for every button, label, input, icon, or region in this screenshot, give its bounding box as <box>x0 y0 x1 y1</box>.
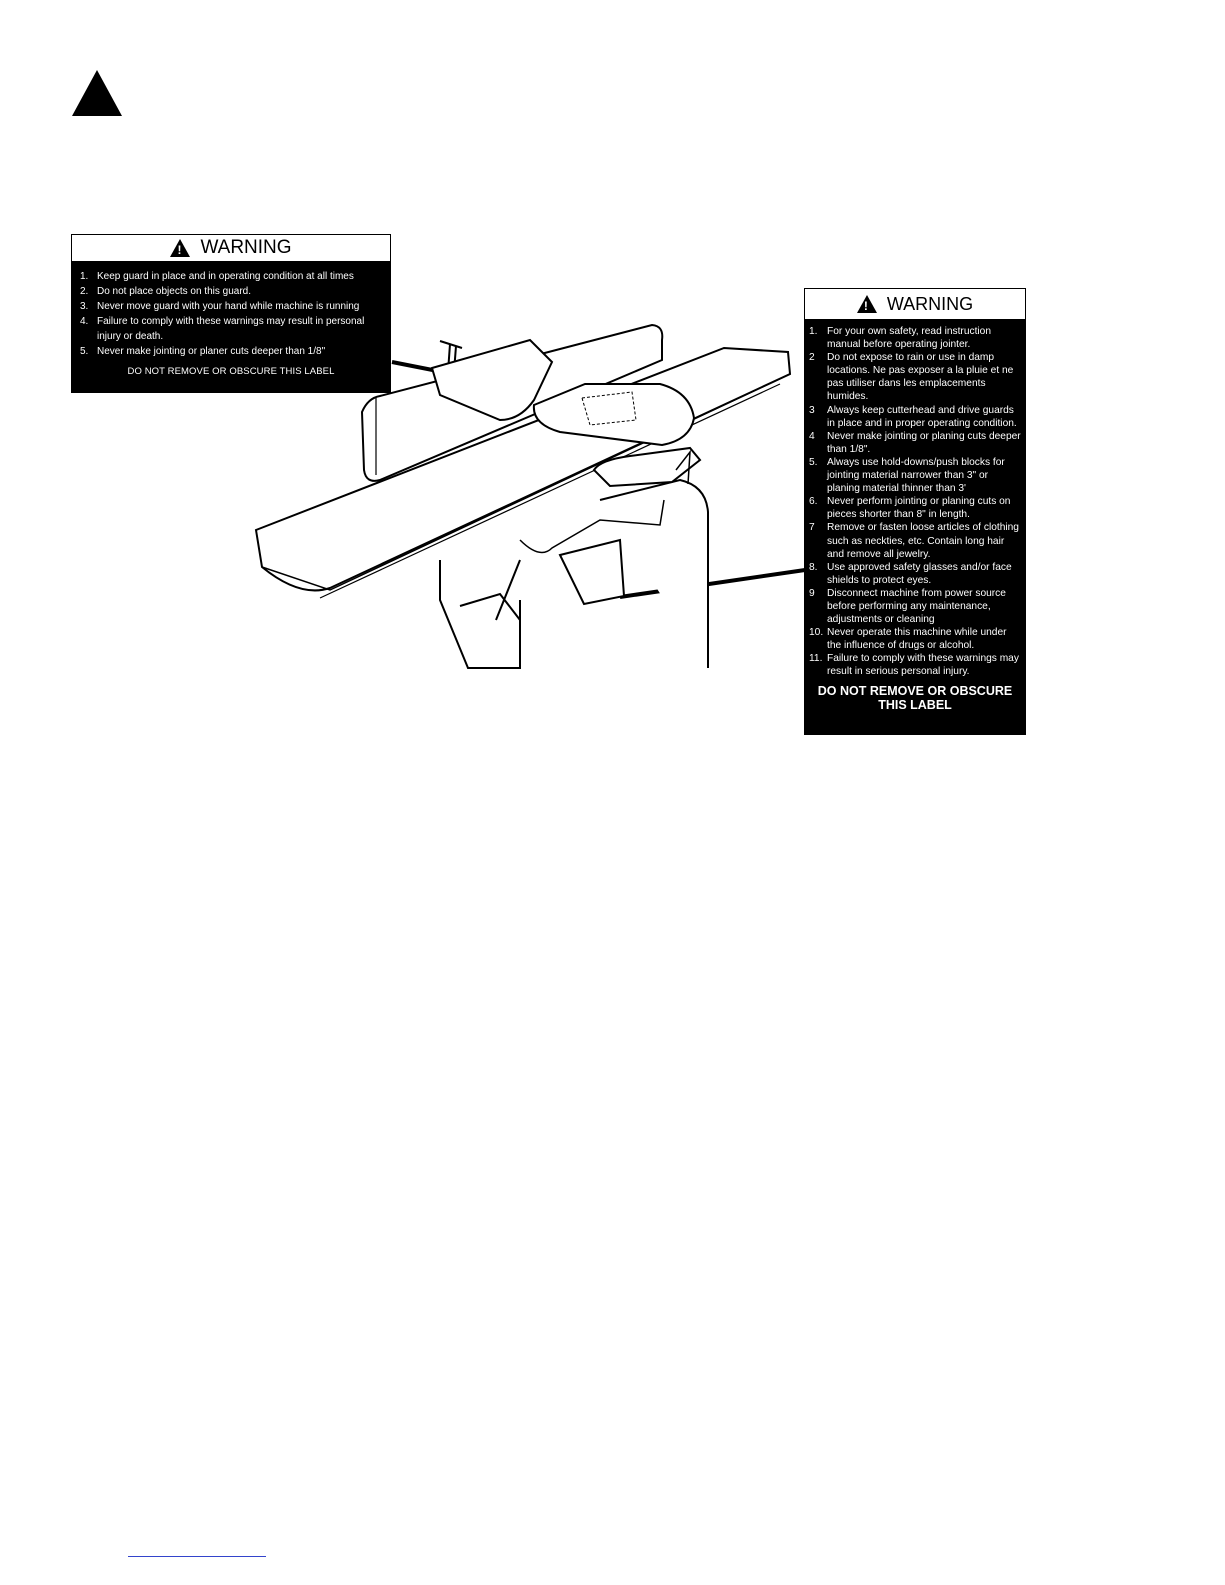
guard-label-list <box>72 261 390 359</box>
warning-triangle-icon <box>170 239 190 257</box>
safety-label-item: 6. Never perform jointing or planing cuts on pieces shorter than 8" in length. <box>809 496 1011 521</box>
safety-label-item: 5. Always use hold-downs/push blocks for jointing material narrower than 3" or planing material thinner than 3' <box>809 456 1005 495</box>
safety-label-item: 9 Disconnect machine from power source before performing any maintenance, adjustments or cleaning <box>809 587 1006 626</box>
guard-label-item: 3. Never move guard with your hand while machine is running <box>80 301 360 312</box>
safety-label-item: 7 Remove or fasten loose articles of clothing such as neckties, etc. Contain long hair and remove all jewelry. <box>809 522 1019 560</box>
safety-label-item: 4 Never make jointing or planing cuts deeper than 1/8". <box>809 430 1021 455</box>
safety-label-item: 11. Failure to comply with these warnings may result in serious personal injury. <box>809 653 1019 678</box>
safety-label-item: 8. Use approved safety glasses and/or face shields to protect eyes. <box>809 561 1012 586</box>
guard-label-heading <box>72 235 390 261</box>
guard-label-item: 4. Failure to comply with these warnings may result in personal injury or death. <box>80 316 365 342</box>
guard-label-item: 2. Do not place objects on this guard. <box>80 286 251 297</box>
guard-label-title: WARNING <box>200 237 292 258</box>
warning-triangle-icon <box>857 295 877 313</box>
safety-warning-label <box>804 288 1026 735</box>
guard-warning-label <box>71 234 391 393</box>
safety-label-item: 3 Always keep cutterhead and drive guards in place and in proper operating condition. <box>809 404 1017 429</box>
safety-label-footer: DO NOT REMOVE OR OBSCURE THIS LABEL <box>817 683 1013 712</box>
safety-label-item: 2 Do not expose to rain or use in damp locations. Ne pas exposer a la pluie et ne pas utiliser dans les emplacements humides. <box>809 352 1014 403</box>
safety-label-item: 1. For your own safety, read instruction manual before operating jointer. <box>809 326 992 351</box>
safety-label-item: 10. Never operate this machine while under the influence of drugs or alcohol. <box>809 627 1007 652</box>
guard-label-item: 1. Keep guard in place and in operating condition at all times <box>80 271 354 282</box>
safety-label-heading <box>805 289 1025 319</box>
guard-label-item: 5. Never make jointing or planer cuts deeper than 1/8" <box>80 346 326 357</box>
safety-label-list <box>805 319 1025 679</box>
footer-rule <box>128 1556 266 1557</box>
safety-label-title: WARNING <box>886 293 974 314</box>
guard-label-footer: DO NOT REMOVE OR OBSCURE THIS LABEL <box>127 366 335 377</box>
